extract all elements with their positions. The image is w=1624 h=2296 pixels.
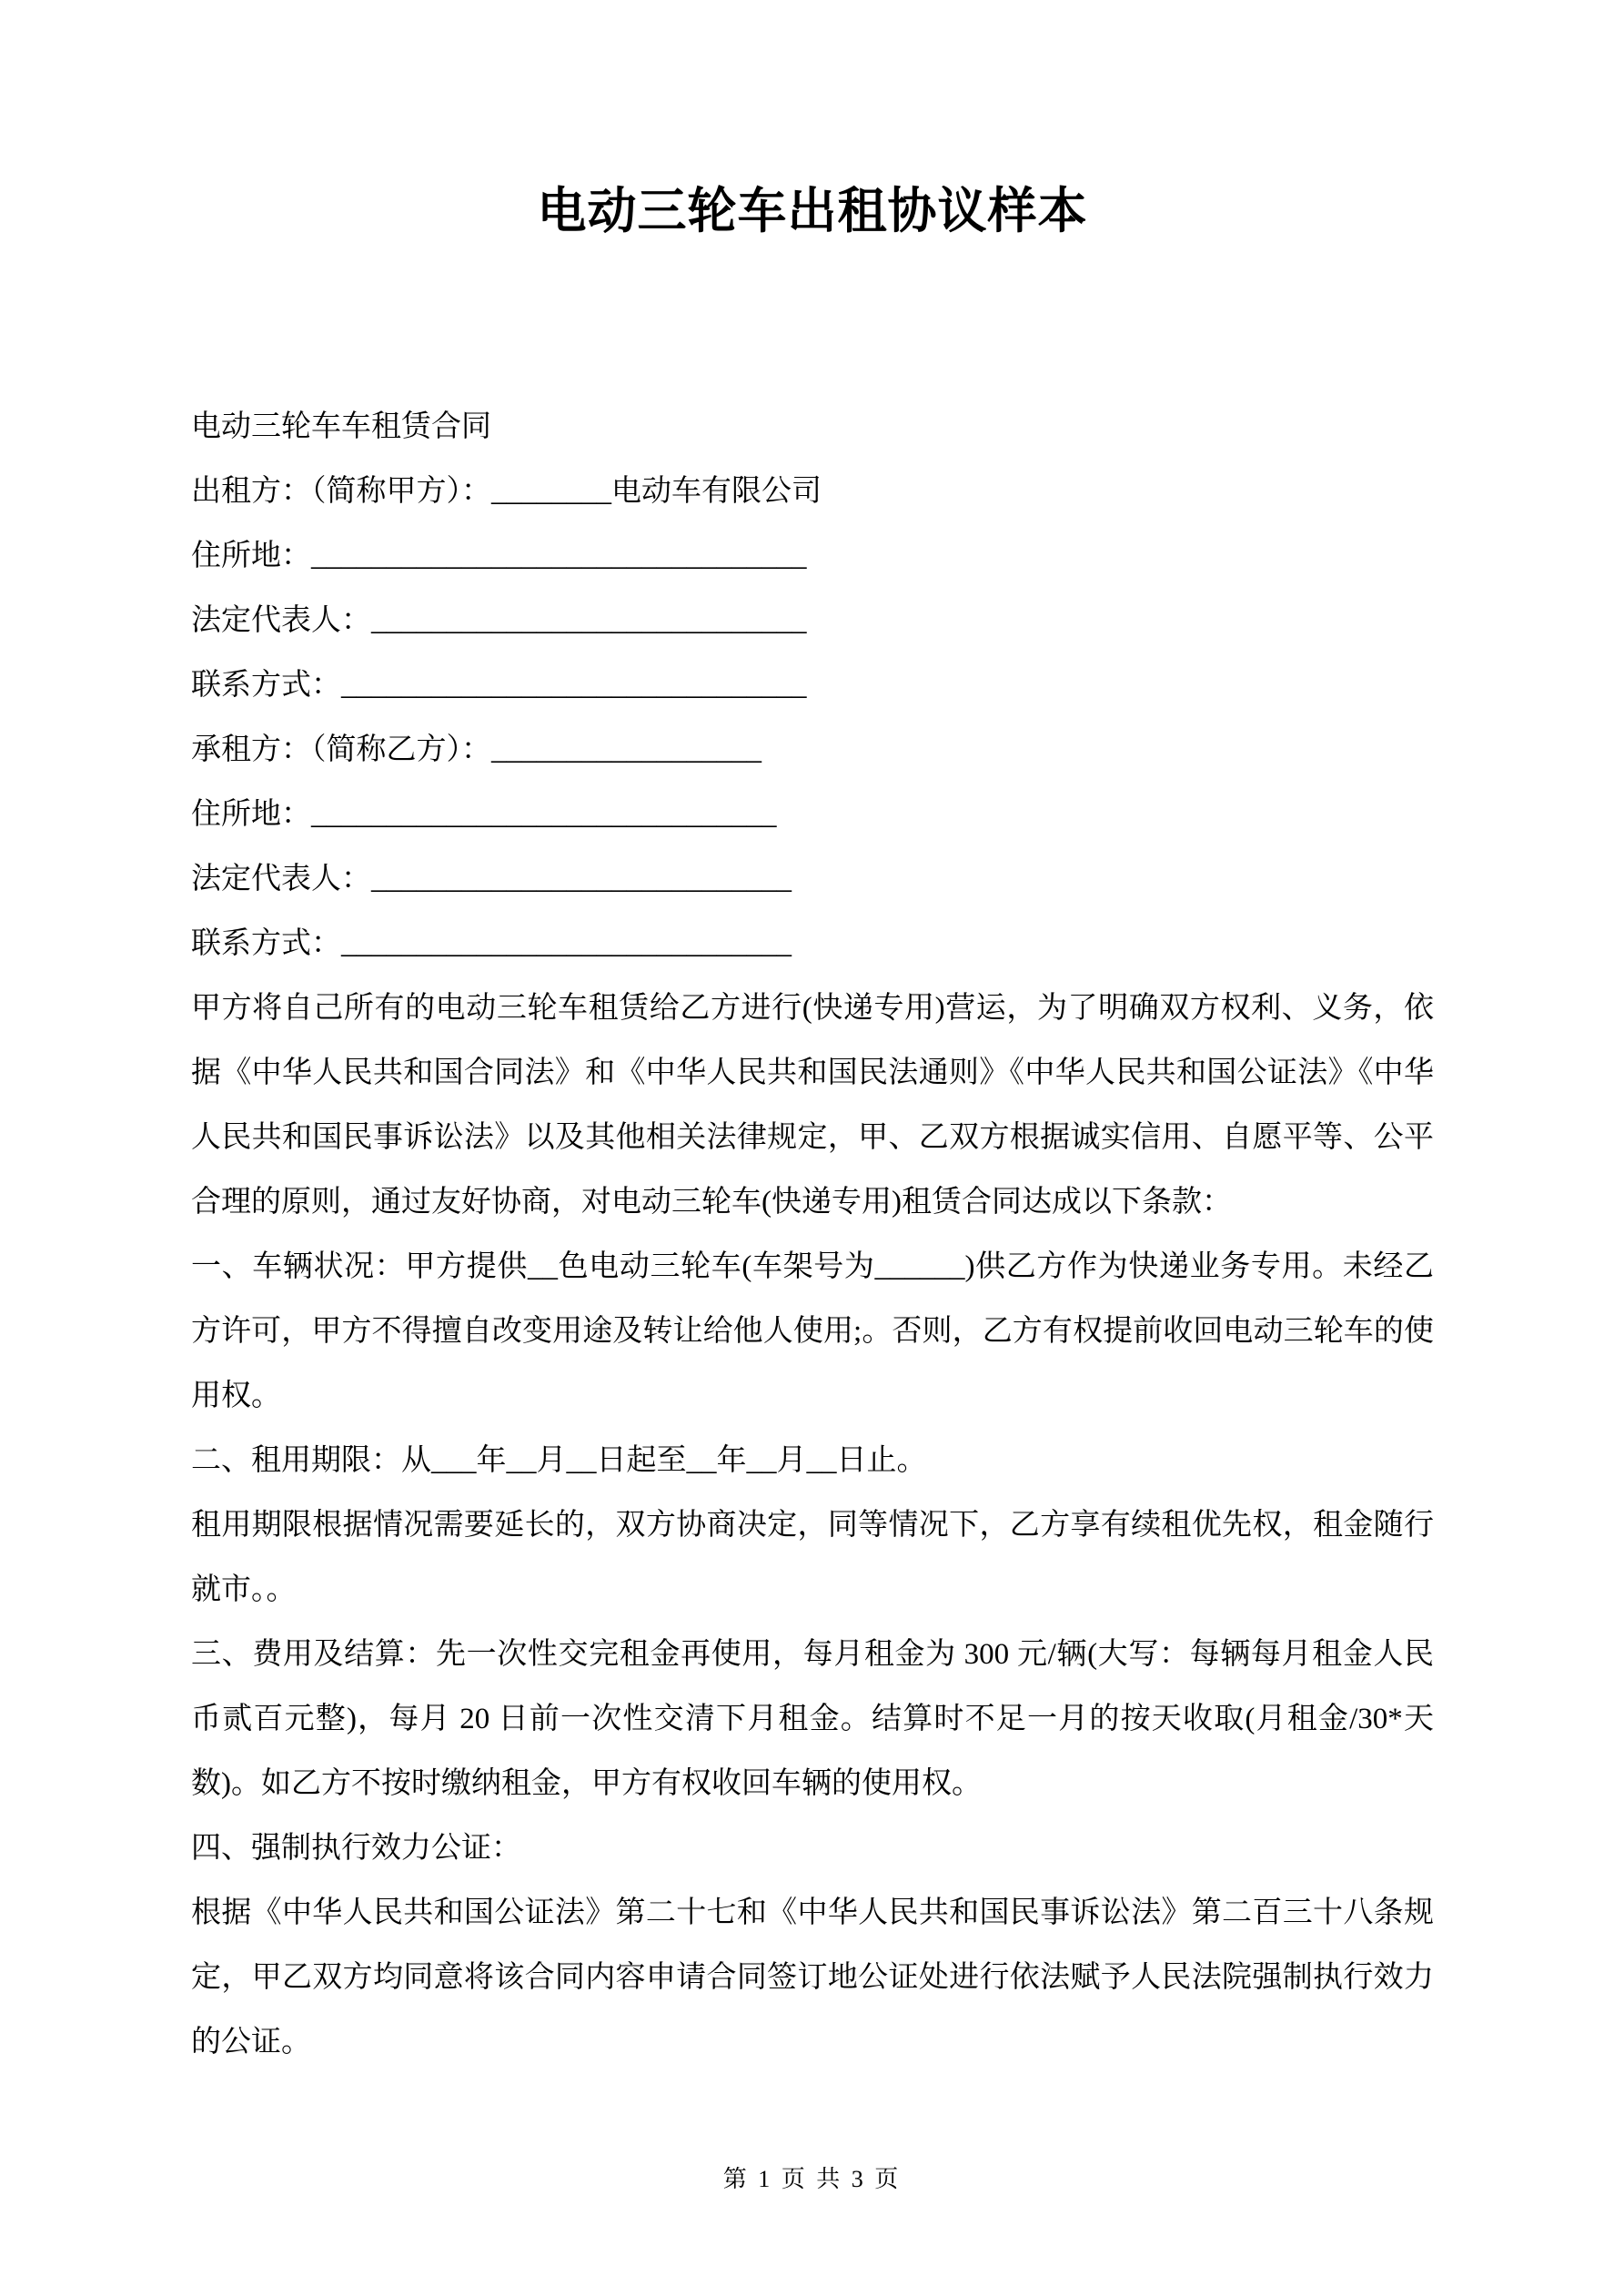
clause-2-extension: 租用期限根据情况需要延长的，双方协商决定，同等情况下，乙方享有续租优先权，租金随行就市。。 xyxy=(191,1509,1434,1606)
preamble-paragraph: 甲方将自己所有的电动三轮车租赁给乙方进行(快递专用)营运，为了明确双方权利、义务，依据《中华人民共和国合同法》和《中华人民共和国民法通则》《中华人民共和国公证法》《中华人民共和国民事诉讼法》以及其他相关法律规定，甲、乙双方根据诚实信用、自愿平等、公平合理的原则，通过友好协商，对电动三轮车(快递专用)租赁合同达成以下条款： xyxy=(191,992,1434,1219)
clause-1-vehicle-condition: 一、车辆状况：甲方提供__色电动三轮车(车架号为______)供乙方作为快递业务专用。未经乙方许可，甲方不得擅自改变用途及转让给他人使用;。否则，乙方有权提前收回电动三轮车的使用权。 xyxy=(191,1250,1434,1412)
lessor-representative-line: 法定代表人：_____________________________ xyxy=(191,604,807,637)
lessee-contact-line: 联系方式：______________________________ xyxy=(191,927,792,960)
lessor-contact-line: 联系方式：_______________________________ xyxy=(191,669,807,702)
contract-name-line: 电动三轮车车租赁合同 xyxy=(191,410,491,443)
lessee-address-line: 住所地：_______________________________ xyxy=(191,798,777,831)
lessee-line: 承租方：（简称乙方）：__________________ xyxy=(191,733,762,766)
clause-4-notarization: 根据《中华人民共和国公证法》第二十七和《中华人民共和国民事诉讼法》第二百三十八条规定，甲乙双方均同意将该合同内容申请合同签订地公证处进行依法赋予人民法院强制执行效力的公证。 xyxy=(191,1896,1434,2058)
lessor-line: 出租方：（简称甲方）：________电动车有限公司 xyxy=(191,475,822,508)
document-title: 电动三轮车出租协议样本 xyxy=(537,184,1088,238)
clause-2-lease-term: 二、租用期限：从___年__月__日起至__年__月__日止。 xyxy=(191,1444,927,1477)
document-body xyxy=(191,395,1434,2075)
lessor-address-line: 住所地：_________________________________ xyxy=(191,540,807,572)
lessee-representative-line: 法定代表人：____________________________ xyxy=(191,863,792,895)
clause-3-fees-settlement: 三、费用及结算：先一次性交完租金再使用，每月租金为 300 元/辆(大写：每辆每月租金人民币贰百元整)，每月 20 日前一次性交清下月租金。结算时不足一月的按天收取(月租金/30*天数)。如乙方不按时缴纳租金，甲方有权收回车辆的使用权。 xyxy=(191,1638,1434,1800)
page-footer: 第 1 页 共 3 页 xyxy=(722,2166,902,2192)
clause-4-heading: 四、强制执行效力公证： xyxy=(191,1832,521,1865)
